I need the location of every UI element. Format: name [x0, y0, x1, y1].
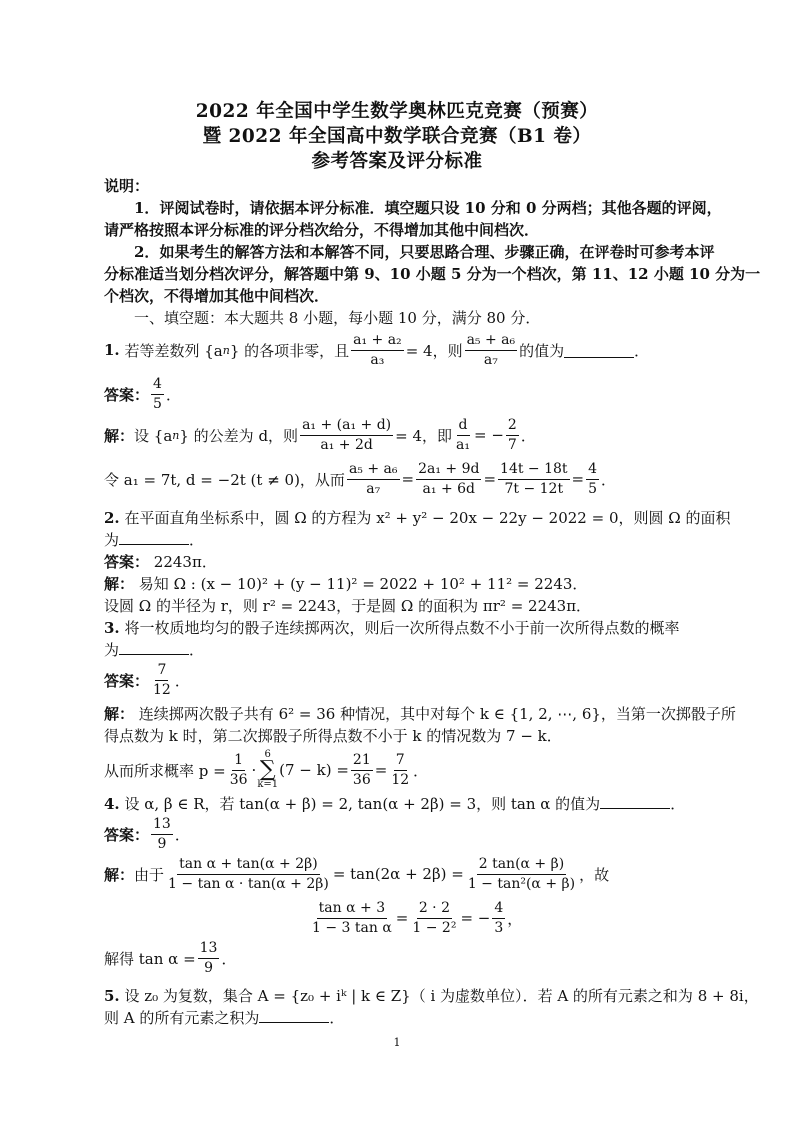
fraction: $\frac{\text{a₁ + (a₁ + d)}}{\text{a₁ + 2d}}$	[302, 416, 392, 453]
subscript: n	[222, 343, 230, 357]
answer-2	[104, 552, 217, 572]
question-text: 为	[104, 641, 120, 659]
answer-label: 答案：	[104, 385, 150, 404]
intro-paragraph-2-cont2: 个档次，不得增加其他中间档次．	[104, 287, 330, 305]
question-4: 4. 设 α, β ∈ R，若 tan(α + β) = 2, tan(α + 2β) = 3，则 tan α 的值为 ．	[104, 795, 686, 813]
question-text: 设 α, β ∈ R，若 tan(α + β) = 2, tan(α + 2β) = 3，则 tan α 的值为	[124, 795, 601, 813]
question-3-cont: 为 ．	[104, 641, 205, 659]
solution-text: ，故	[579, 865, 610, 884]
question-text: = 4，则	[405, 341, 463, 360]
answer-fraction: $\frac{4}{5}$	[153, 375, 162, 412]
question-number: 2.	[104, 509, 120, 527]
solution-text: = −	[474, 426, 504, 444]
solution-label: 解：	[104, 705, 135, 723]
question-text: 将一枚质地均匀的骰子连续掷两次，则后一次所得点数不小于前一次所得点数的概率	[124, 619, 680, 637]
fraction: $\frac{2 \tan(\alpha + \beta)}{\text{1 − tan²(α + β)}}$	[467, 855, 576, 892]
question-text: 设 z₀ 为复数，集合 A = {z₀ + iᵏ | k ∈ Z}（ i 为虚数单位）．若 A 的所有元素之和为 8 + 8i，	[124, 987, 759, 1005]
question-2-cont: 为 ．	[104, 531, 205, 549]
answer-blank	[119, 530, 189, 545]
solution-2-line-2: 设圆 Ω 的半径为 r，则 r² = 2243，于是圆 Ω 的面积为 πr² = 2243π．	[104, 597, 592, 615]
question-5-cont: 则 A 的所有元素之积为 ．	[104, 1009, 345, 1027]
fraction: $\frac{1}{36}$	[229, 751, 248, 788]
fraction: $\frac{7}{12}$	[391, 751, 410, 788]
solution-text: } 的公差为 d，则	[179, 426, 299, 445]
fraction: $\frac{d}{\text{a₁}}$	[456, 416, 470, 453]
solution-3-line-1	[104, 704, 736, 724]
solution-text: 从而所求概率 p =	[104, 761, 226, 780]
answer-blank	[259, 1008, 329, 1023]
intro-paragraph-1	[134, 198, 722, 218]
title-line-2: 暨 2022 年全国高中数学联合竞赛（B1 卷）	[202, 126, 592, 147]
answer-1: 答案： $\frac{4}{5}$ ．	[104, 375, 181, 412]
solution-text: 令 a₁ = 7t, d = −2t (t ≠ 0)，从而	[104, 470, 345, 489]
fraction: $\frac{4}{3}$	[494, 899, 504, 936]
fraction: $\frac{2 \cdot 2}{\text{1 − 2²}}$	[412, 899, 457, 936]
fraction: $\frac{2}{7}$	[507, 416, 517, 453]
solution-text: 由于	[134, 865, 165, 884]
solution-label: 解：	[104, 865, 135, 884]
intro-number: 2．	[134, 243, 160, 261]
question-text: 则 A 的所有元素之积为	[104, 1009, 260, 1027]
solution-text: 连续掷两次骰子共有 6² = 36 种情况，其中对每个 k ∈ {1, 2, ⋯, 6}，当第一次掷骰子所	[138, 705, 736, 723]
answer-fraction: $\frac{7}{12}$	[153, 661, 171, 698]
question-2	[104, 508, 730, 528]
summation-symbol: 6 ∑ k=1	[257, 749, 279, 790]
question-text: 若等差数列 {a	[124, 341, 223, 360]
answer-value: 2243π．	[153, 553, 217, 571]
question-text: 为	[104, 531, 120, 549]
fraction: $\frac{\text{2a₁ + 9d}}{\text{a₁ + 6d}}$	[418, 460, 480, 497]
intro-paragraph-2-cont: 分标准适当划分档次评分，解答题中第 9、10 小题 5 分为一个档次，第 11、12 小题 10 分为一	[104, 265, 761, 283]
solution-2-line-1	[104, 574, 587, 594]
solution-1-line-2: 令 a₁ = 7t, d = −2t (t ≠ 0)，从而 $\frac{\text{a₅ + a₆}}{\text{a₇}}$ = $\frac{\text{2a₁ + 9d}}{\text{a₁ + 6d}}$ = $\frac{14t - 18t}{7t - 12t}$ = $\frac{4}{5}$ ．	[104, 460, 617, 497]
answer-fraction: $\frac{13}{9}$	[153, 815, 171, 852]
answer-blank	[564, 343, 634, 358]
intro-text: 评阅试卷时，请依据本评分标准．填空题只设 10 分和 0 分两档；其他各题的评阅，	[159, 199, 722, 217]
solution-text: = 4，即	[395, 426, 453, 445]
answer-blank	[600, 794, 670, 809]
solution-3-line-3: 从而所求概率 p = $\frac{1}{36}$ · 6 ∑ k=1 (7 − k) = $\frac{21}{36}$ = $\frac{7}{12}$ ．	[104, 749, 429, 790]
title-line-1: 2022 年全国中学生数学奥林匹克竞赛（预赛）	[195, 101, 599, 122]
solution-4-line-1	[104, 854, 609, 894]
answer-label: 答案：	[104, 553, 150, 571]
intro-heading: 说明：	[104, 177, 150, 195]
solution-4-line-3: 解得 tan α = $\frac{13}{9}$ ．	[104, 939, 237, 976]
question-text: 在平面直角坐标系中，圆 Ω 的方程为 x² + y² − 20x − 22y − 2022 = 0，则圆 Ω 的面积	[124, 509, 731, 527]
fraction: $\frac{\text{a₅ + a₆}}{\text{a₇}}$	[348, 460, 398, 497]
solution-4-line-2: $\frac{\text{tan α + 3}}{\text{1 − 3 tan α}}$ = $\frac{2 \cdot 2}{\text{1 − 2²}}$ = − $\frac{4}{3}$ ，	[312, 899, 523, 936]
page-number: 1	[393, 1036, 401, 1049]
solution-3-line-2: 得点数为 k 时，第二次掷骰子所得点数不小于 k 的情况数为 7 − k．	[104, 727, 562, 745]
section-heading: 一、填空题：本大题共 8 小题，每小题 10 分，满分 80 分．	[134, 309, 541, 327]
answer-label: 答案：	[104, 825, 150, 844]
question-number: 5.	[104, 987, 120, 1005]
fraction: $\frac{13}{9}$	[199, 939, 218, 976]
fraction: $\frac{\text{a₁ + a₂}}{\text{a₃}}$	[353, 331, 402, 368]
solution-1-line-1: 解： 设 {a n } 的公差为 d，则 $\frac{\text{a₁ + (a₁ + d)}}{\text{a₁ + 2d}}$ = 4，即 $\frac{d}{\text{a₁}}$ = − $\frac{2}{7}$ ．	[104, 416, 536, 453]
question-number: 4.	[104, 795, 120, 813]
fraction: $\frac{21}{36}$	[352, 751, 371, 788]
answer-4: 答案： $\frac{13}{9}$ ．	[104, 815, 190, 852]
title-line-3: 参考答案及评分标准	[311, 151, 483, 172]
fraction: $\frac{14t - 18t}{7t - 12t}$	[500, 460, 568, 497]
question-text: } 的各项非零，且	[229, 341, 350, 360]
answer-blank	[119, 640, 189, 655]
solution-text: 设 {a	[134, 426, 173, 445]
solution-label: 解：	[104, 426, 135, 445]
solution-text: 易知 Ω : (x − 10)² + (y − 11)² = 2022 + 10² + 11² = 2243．	[138, 575, 588, 593]
solution-text: = tan(2α + 2β) =	[332, 865, 464, 883]
intro-text: 如果考生的解答方法和本解答不同，只要思路合理、步骤正确，在评卷时可参考本评	[159, 243, 715, 261]
intro-paragraph-2	[134, 242, 714, 262]
fraction: $\frac{\text{tan α + tan(α + 2β)}}{\text{1 − tan α · tan(α + 2β)}}$	[168, 855, 329, 892]
question-text: 的值为	[519, 341, 565, 360]
fraction: $\frac{4}{5}$	[588, 460, 598, 497]
intro-paragraph-1-cont: 请严格按照本评分标准的评分档次给分，不得增加其他中间档次．	[104, 221, 540, 239]
solution-text: (7 − k) =	[279, 761, 349, 779]
fraction: $\frac{\text{tan α + 3}}{\text{1 − 3 tan α}}$	[312, 899, 392, 936]
question-number: 1.	[104, 341, 120, 359]
answer-label: 答案：	[104, 671, 150, 690]
question-number: 3.	[104, 619, 120, 637]
intro-number: 1．	[134, 199, 160, 217]
solution-label: 解：	[104, 575, 135, 593]
solution-text: 解得 tan α =	[104, 949, 196, 968]
question-3	[104, 618, 679, 638]
question-1: 1. 若等差数列 {a n } 的各项非零，且 $\frac{\text{a₁ + a₂}}{\text{a₃}}$ = 4，则 $\frac{\text{a₅ + a₆}}{\text{a₇}}$ 的值为 ．	[104, 331, 650, 368]
question-5	[104, 986, 759, 1006]
answer-3: 答案： $\frac{7}{12}$ ．	[104, 661, 190, 698]
fraction: $\frac{\text{a₅ + a₆}}{\text{a₇}}$	[466, 331, 516, 368]
